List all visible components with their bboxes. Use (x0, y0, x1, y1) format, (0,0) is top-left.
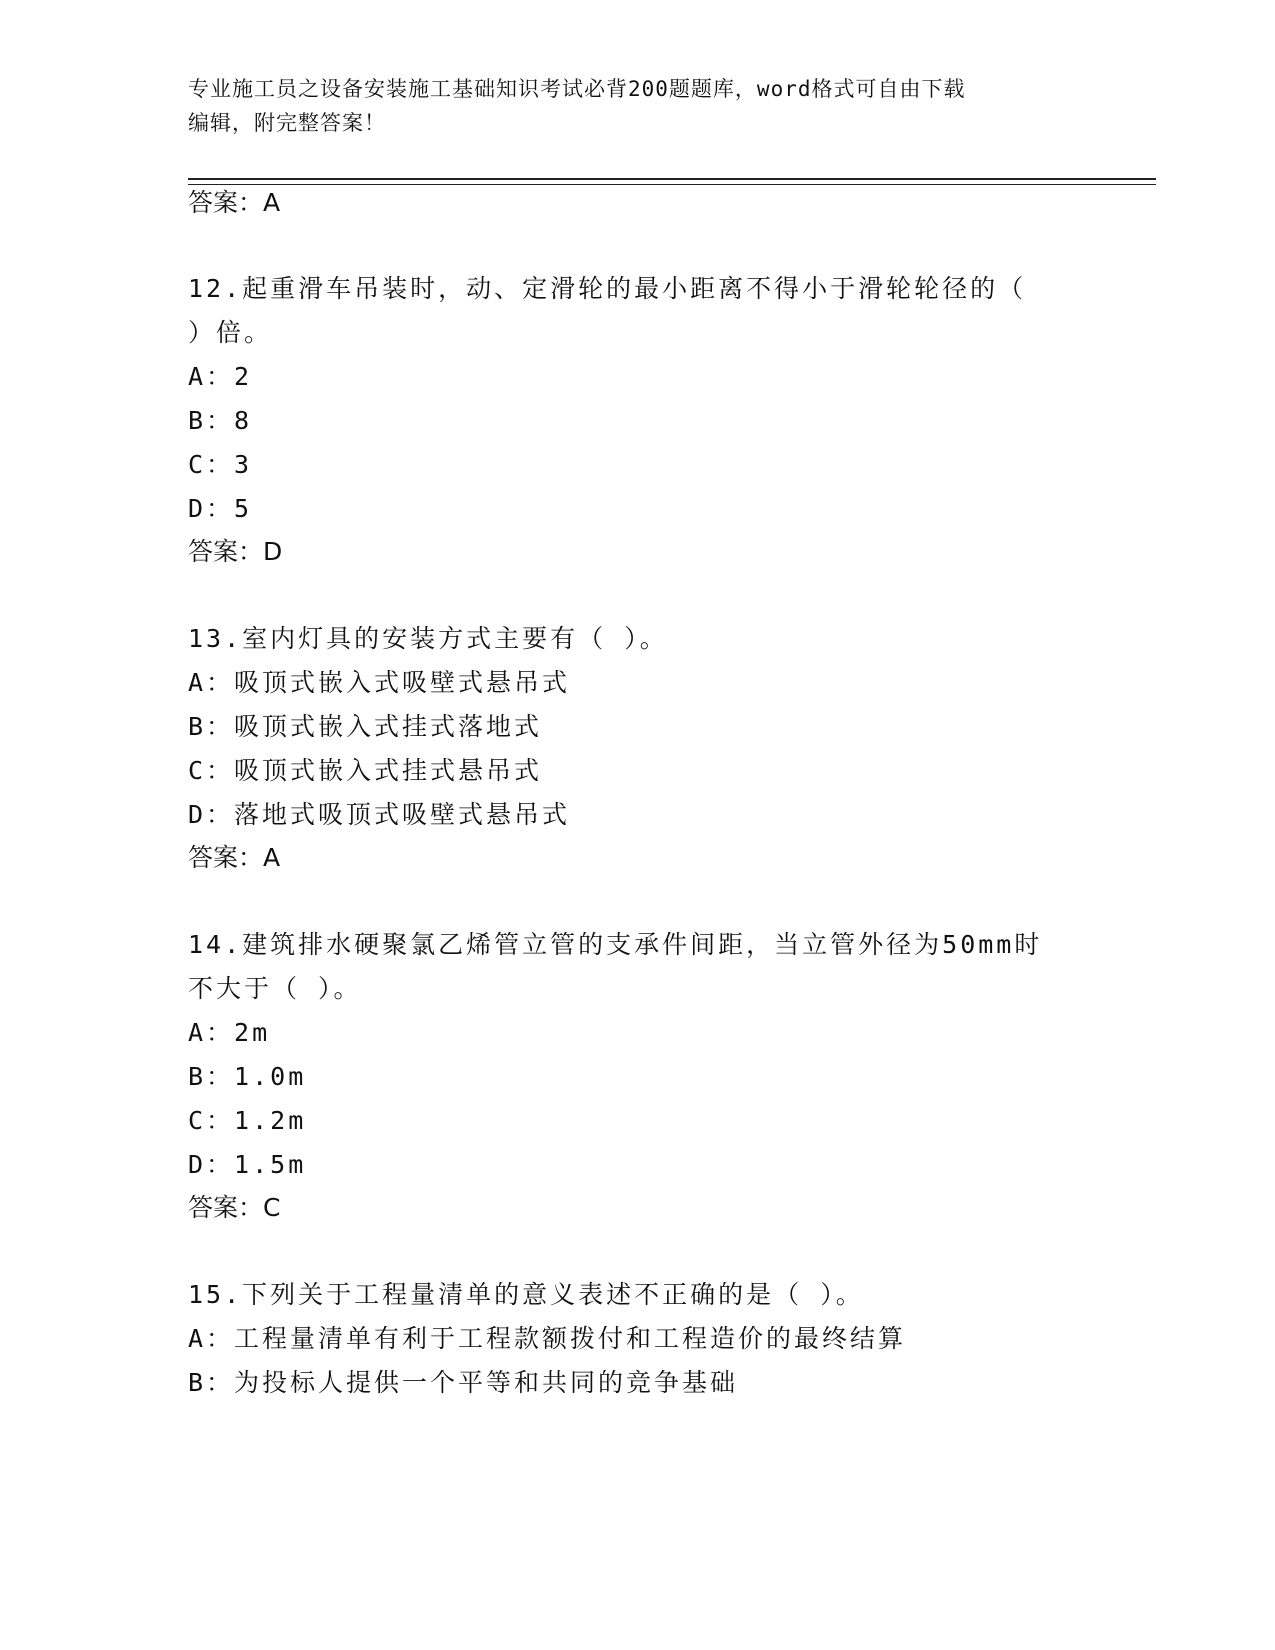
question-stem: 14.建筑排水硬聚氯乙烯管立管的支承件间距，当立管外径为50mm时 (188, 930, 1043, 959)
answer-label: 答案：D (188, 537, 283, 566)
option-a: A：吸顶式嵌入式吸壁式悬吊式 (188, 668, 571, 697)
option-d: D：5 (188, 494, 253, 523)
header-rule-thin (188, 184, 1156, 185)
option-d: D：落地式吸顶式吸壁式悬吊式 (188, 800, 571, 829)
question-stem: 13.室内灯具的安装方式主要有（ ）。 (188, 624, 668, 653)
question-stem: 不大于（ ）。 (188, 974, 362, 1003)
option-c: C：1.2m (188, 1106, 307, 1135)
header-line-1: 专业施工员之设备安装施工基础知识考试必背200题题库，word格式可自由下载 (188, 77, 966, 101)
header-rule-thick (188, 178, 1156, 180)
answer-label: 答案：C (188, 1193, 281, 1222)
question-stem: 15.下列关于工程量清单的意义表述不正确的是（ ）。 (188, 1280, 864, 1309)
option-c: C：3 (188, 450, 253, 479)
header-line-2: 编辑，附完整答案！ (188, 111, 386, 135)
answer-label: 答案：A (188, 843, 281, 872)
option-b: B：吸顶式嵌入式挂式落地式 (188, 712, 543, 741)
option-b: B：8 (188, 406, 253, 435)
option-a: A：2m (188, 1018, 271, 1047)
document-header (188, 72, 1088, 140)
option-d: D：1.5m (188, 1150, 307, 1179)
option-b: B：为投标人提供一个平等和共同的竞争基础 (188, 1368, 739, 1397)
question-stem: 12.起重滑车吊装时，动、定滑轮的最小距离不得小于滑轮轮径的（ (188, 274, 1027, 303)
answer-label: 答案：A (188, 188, 281, 217)
option-c: C：吸顶式嵌入式挂式悬吊式 (188, 756, 543, 785)
question-stem: ）倍。 (188, 318, 273, 347)
option-a: A：工程量清单有利于工程款额拨付和工程造价的最终结算 (188, 1324, 907, 1353)
option-a: A：2 (188, 362, 253, 391)
option-b: B：1.0m (188, 1062, 307, 1091)
